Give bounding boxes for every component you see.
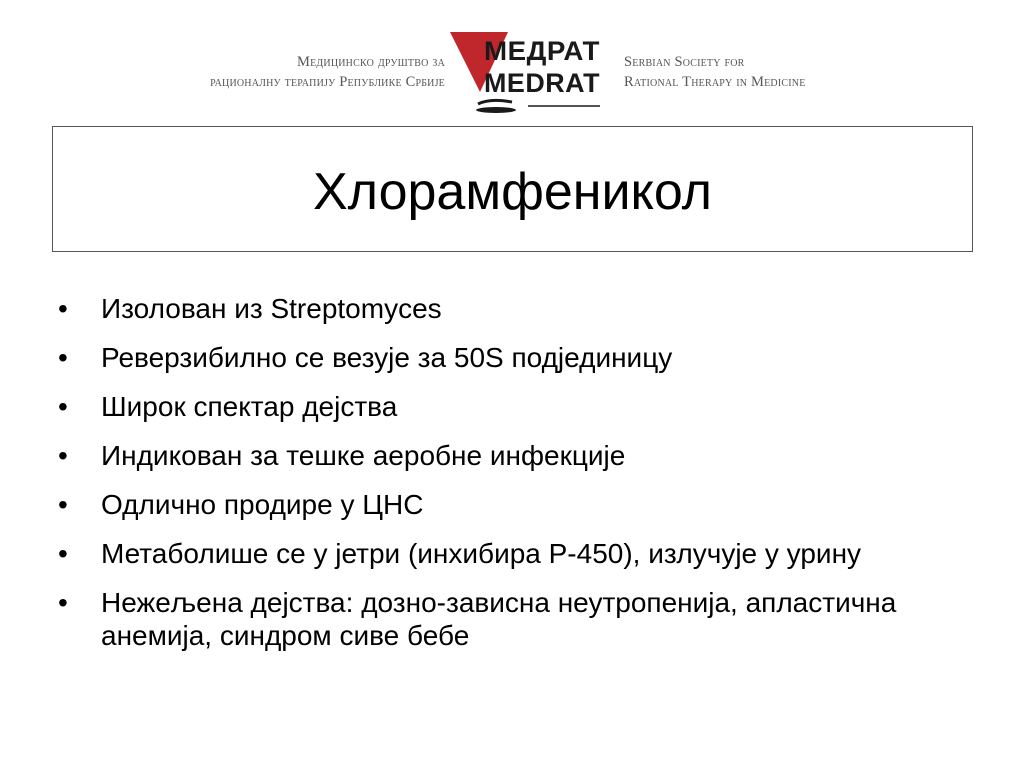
bullet-text: Изолован из Streptomyces bbox=[101, 293, 442, 324]
slide-title: Хлорамфеникол bbox=[312, 163, 713, 221]
bullet-icon: • bbox=[58, 489, 68, 520]
bullet-list bbox=[58, 292, 958, 668]
bullet-text: Одлично продире у ЦНС bbox=[101, 489, 424, 520]
bullet-item bbox=[58, 537, 958, 570]
org-name-english-line-1: Serbian Society for bbox=[624, 54, 745, 70]
org-name-serbian bbox=[110, 52, 445, 92]
bullet-text: Индикован за тешке аеробне инфекције bbox=[101, 440, 626, 471]
logo-text-latin: MEDRAT bbox=[484, 68, 601, 98]
logo-text-cyrillic: МЕДРАТ bbox=[484, 36, 600, 66]
bullet-icon: • bbox=[58, 293, 68, 324]
bullet-text: Метаболише се у јетри (инхибира P-450), излучује у урину bbox=[101, 538, 862, 569]
bullet-item bbox=[58, 341, 958, 374]
bullet-text: Нежељена дејства: дозно-зависна неутропенија, апластична анемија, синдром сиве бебе bbox=[101, 587, 897, 651]
org-name-serbian-line-1: Медицинско друштво за bbox=[296, 54, 445, 70]
bullet-item bbox=[58, 488, 958, 521]
bullet-item bbox=[58, 586, 958, 652]
bullet-icon: • bbox=[58, 391, 68, 422]
bullet-item bbox=[58, 439, 958, 472]
logo-base-ellipse bbox=[476, 107, 516, 113]
bullet-item bbox=[58, 390, 958, 423]
medrat-logo bbox=[450, 30, 605, 115]
bullet-icon: • bbox=[58, 587, 68, 618]
bullet-item bbox=[58, 292, 958, 325]
org-name-english bbox=[624, 52, 924, 92]
bullet-icon: • bbox=[58, 538, 68, 569]
org-name-english-line-2: Rational Therapy in Medicine bbox=[624, 74, 806, 90]
bullet-text: Реверзибилно се везује за 50S подјединицу bbox=[101, 342, 673, 373]
bullet-icon: • bbox=[58, 342, 68, 373]
slide-header bbox=[0, 0, 1024, 122]
org-name-serbian-line-2: рационалну терапију Републике Србије bbox=[210, 74, 445, 90]
bullet-icon: • bbox=[58, 440, 68, 471]
bullet-text: Широк спектар дејства bbox=[101, 391, 398, 422]
title-box bbox=[52, 126, 973, 252]
logo-swoosh bbox=[478, 100, 512, 104]
